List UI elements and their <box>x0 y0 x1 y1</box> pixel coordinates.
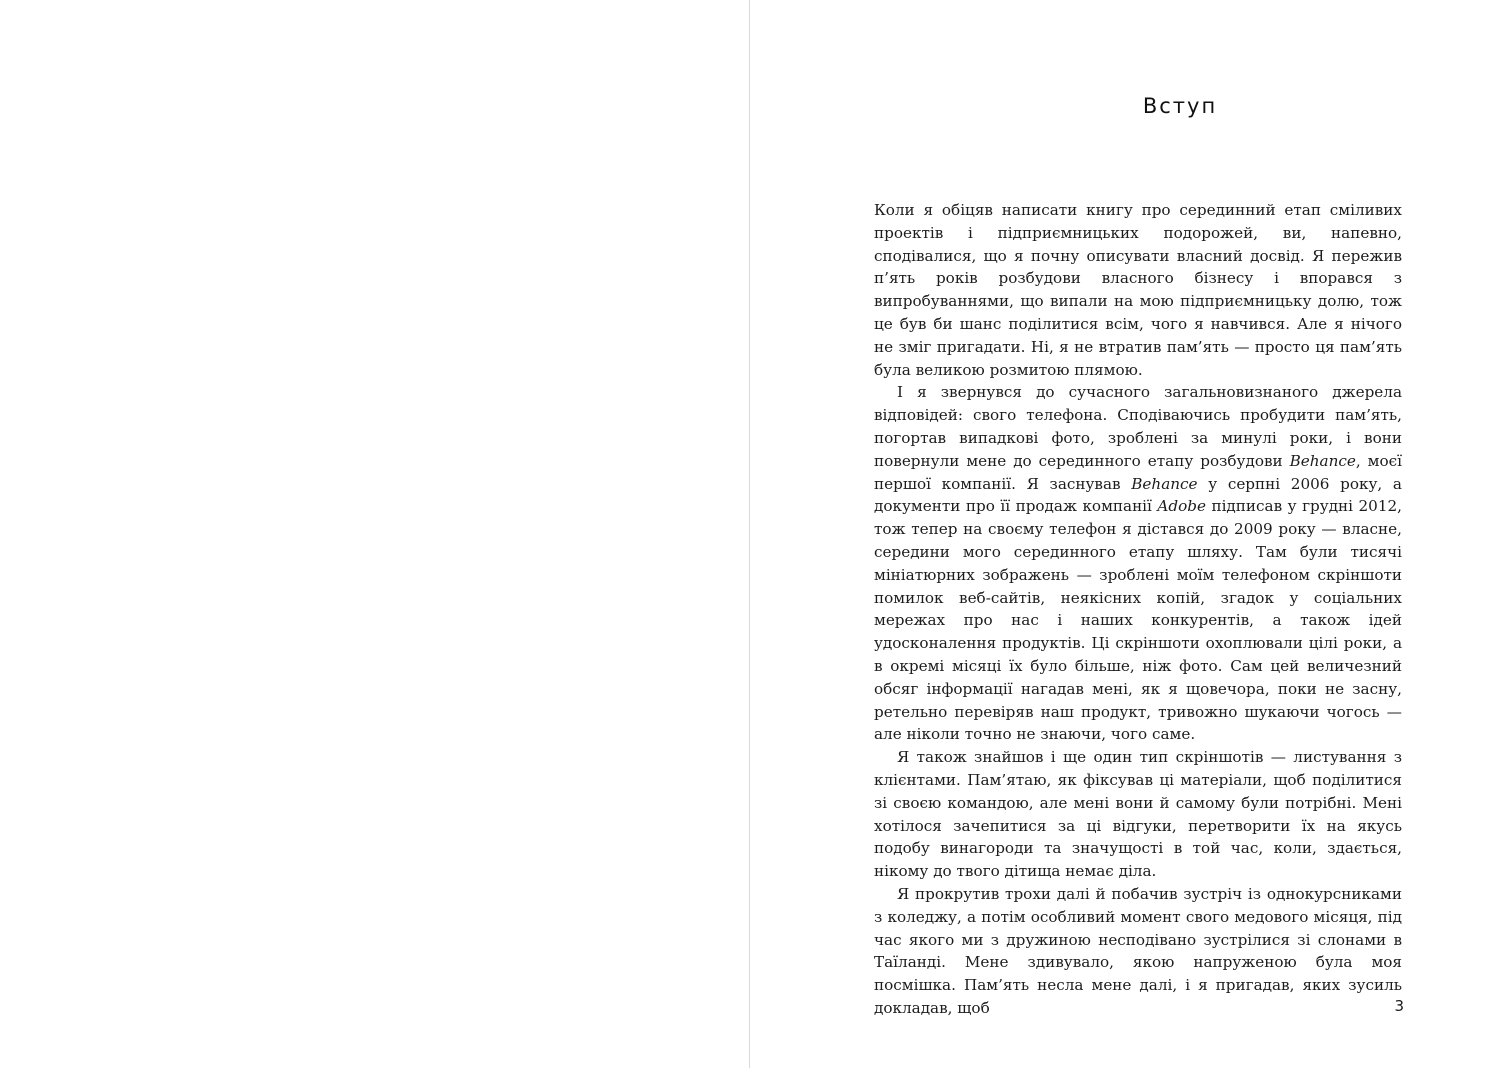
paragraph-text: Я прокрутив трохи далі й побачив зустріч із однокурсниками з коледжу, а потім особливий момент свого медового місяця, під час якого ми з дружиною несподівано зустрілися зі слонами в Таїланді. Мене здивувало, якою напруженою була моя посмішка. Пам’ять несла мене далі, і я пригадав, яких зусиль докладав, щоб <box>874 884 1402 1017</box>
paragraph-text: , моєї першої компанії. Я заснував <box>874 451 1403 493</box>
body-text <box>874 199 1402 1020</box>
left-page-blank <box>0 0 749 1068</box>
paragraph-text: І я звернувся до сучасного загальновизнаного джерела відповідей: свого телефона. Сподіваючись пробудити пам’ять, погортав випадкові фото, зроблені за минулі роки, і вони повернули мене до серединного етапу розбудови <box>874 383 1402 470</box>
body-paragraph <box>874 381 1402 746</box>
page-number: 3 <box>1394 997 1404 1015</box>
italic-term: Behance <box>1131 474 1198 493</box>
paragraph-text: підписав у грудні 2012, тож тепер на своєму телефон я дістався до 2009 року — власне, середини мого серединного етапу шляху. Там були тисячі мініатюрних зображень — зроблені моїм телефоном скріншоти помилок веб-сайтів, неякісних копій, згадок у соціальних мережах про нас і наших конкурентів, а також ідей удосконалення продуктів. Ці скріншоти охоплювали цілі роки, а в окремі місяці їх було більше, ніж фото. Сам цей величезний обсяг інформації нагадав мені, як я щовечора, поки не засну, ретельно перевіряв наш продукт, тривожно шукаючи чогось — але ніколи точно не знаючи, чого саме. <box>874 497 1402 744</box>
right-page <box>750 0 1500 1068</box>
paragraph-text: Коли я обіцяв написати книгу про серединний етап сміливих проектів і підприємницьких подорожей, ви, напевно, сподівалися, що я почну описувати власний досвід. Я пережив п’ять років розбудови власного бізнесу і впорався з випробуваннями, що випали на мою підприємницьку долю, тож це був би шанс поділитися всім, чого я навчився. Але я нічого не зміг пригадати. Ні, я не втратив пам’ять — просто ця пам’ять була великою розмитою плямою. <box>874 201 1402 379</box>
body-paragraph <box>874 199 1402 381</box>
italic-term: Adobe <box>1157 497 1206 516</box>
paragraph-text: Я також знайшов і ще один тип скріншотів — листування з клієнтами. Пам’ятаю, як фіксував ці матеріали, щоб поділитися зі своєю командою, але мені вони й самому були потрібні. Мені хотілося зачепитися за ці відгуки, перетворити їх на якусь подобу винагороди та значущості в той час, коли, здається, нікому до твого дітища немає діла. <box>874 748 1402 881</box>
italic-term: Behance <box>1289 451 1356 470</box>
paragraph-text: у серпні 2006 року, а документи про її продаж компанії <box>874 474 1402 516</box>
body-paragraph <box>874 883 1402 1020</box>
body-paragraph <box>874 746 1402 883</box>
chapter-title: Вступ <box>1142 94 1218 118</box>
